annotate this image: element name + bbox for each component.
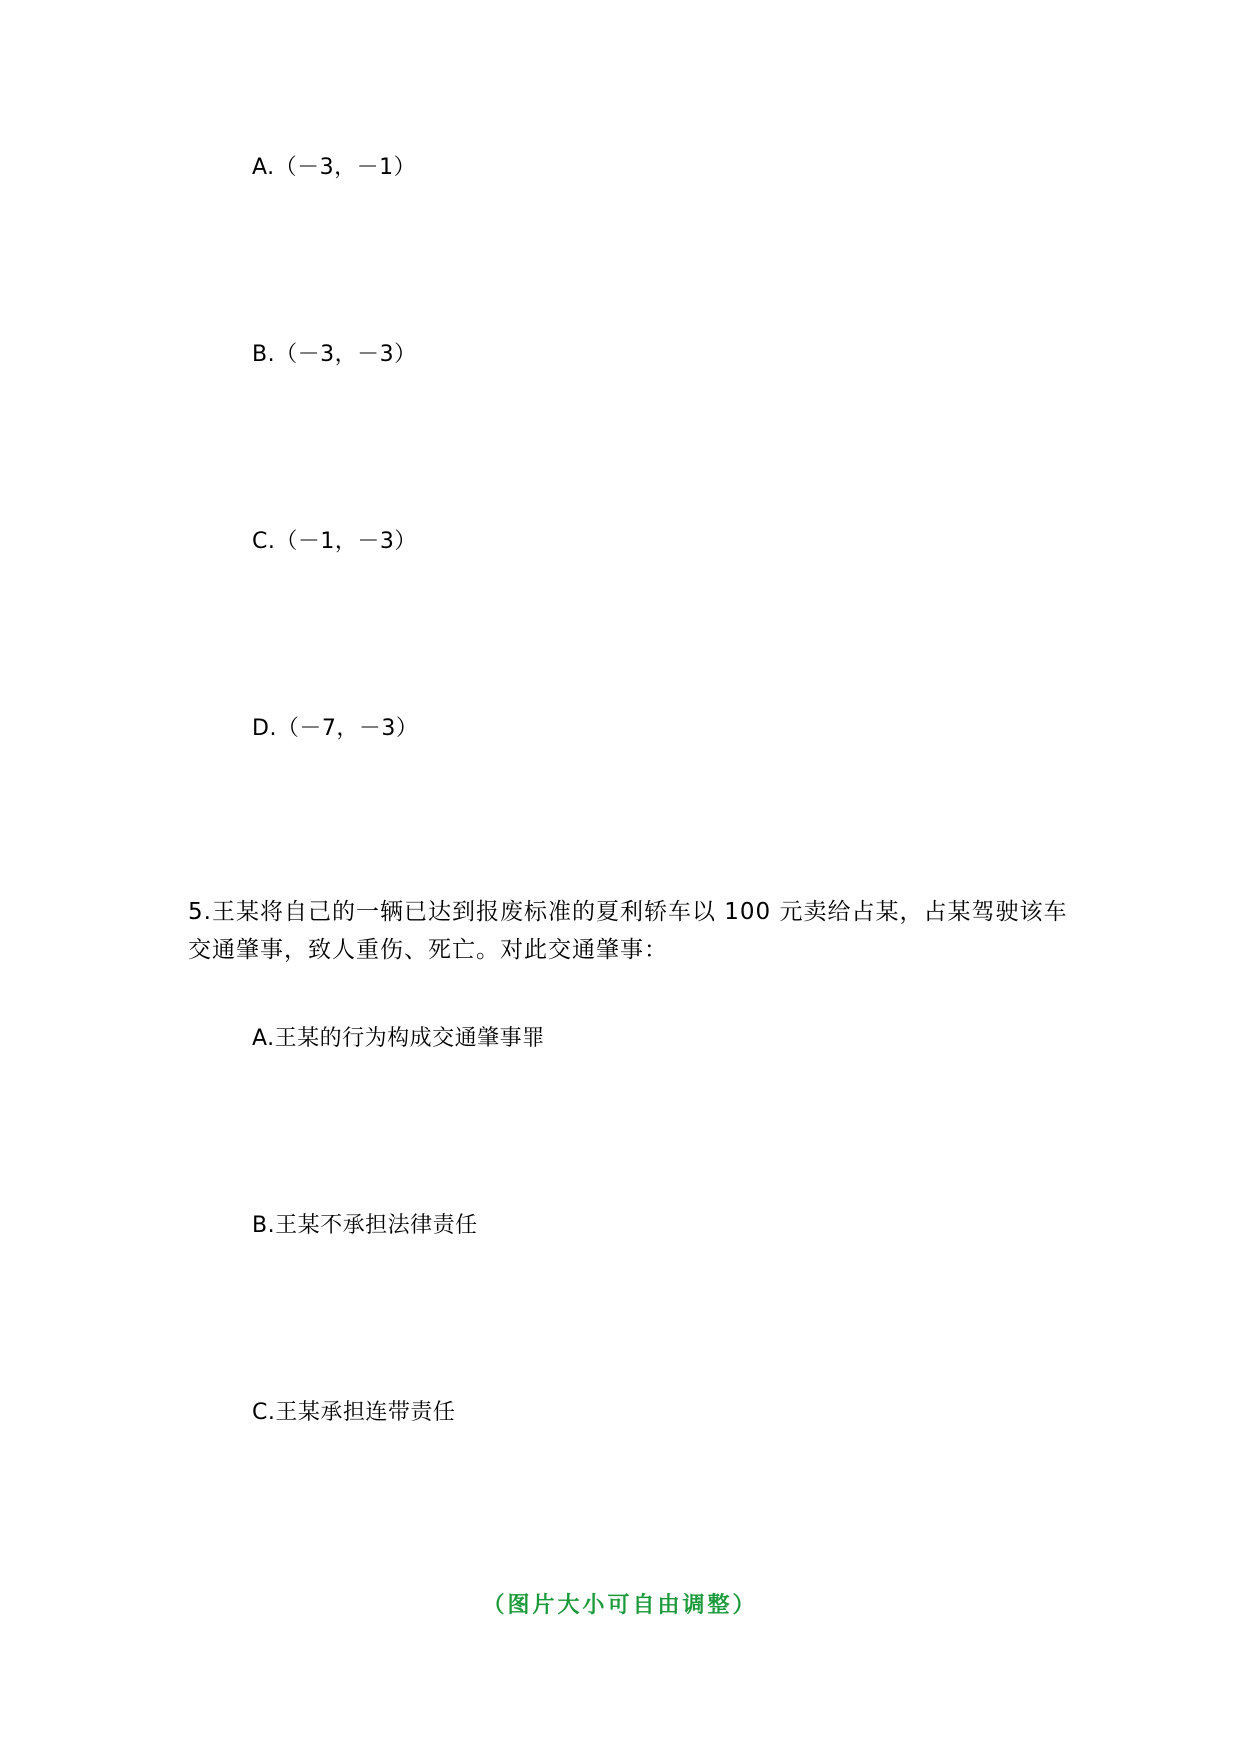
- image-resize-note: （图片大小可自由调整）: [482, 1593, 758, 1618]
- option-d-prev: D.（－7，－3）: [252, 716, 419, 741]
- option-b-prev: B.（－3，－3）: [252, 342, 417, 367]
- question-5-option-b: B.王某不承担法律责任: [252, 1213, 478, 1238]
- question-5-option-a: A.王某的行为构成交通肇事罪: [252, 1026, 545, 1051]
- option-a-prev: A.（－3，－1）: [252, 155, 417, 180]
- question-5-option-c: C.王某承担连带责任: [252, 1400, 456, 1425]
- question-5-stem: 5.王某将自己的一辆已达到报废标准的夏利轿车以 100 元卖给占某，占某驾驶该车交通肇事，致人重伤、死亡。对此交通肇事：: [188, 899, 1068, 963]
- option-c-prev: C.（－1，－3）: [252, 529, 417, 554]
